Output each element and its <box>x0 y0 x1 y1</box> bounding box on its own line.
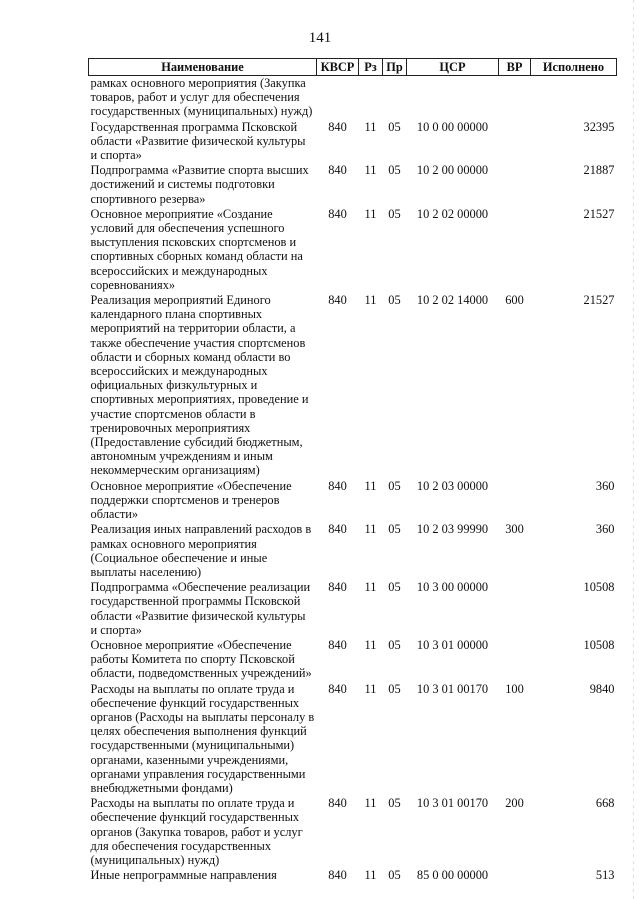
table-row <box>89 580 617 638</box>
cell-pr: 05 <box>388 522 401 537</box>
header-pr: Пр <box>383 59 407 76</box>
cell-csr: 85 0 00 00000 <box>416 868 489 883</box>
cell-kvsr: 840 <box>328 522 347 537</box>
cell-pr: 05 <box>388 796 401 811</box>
cell-pr: 05 <box>388 163 401 178</box>
cell-vr <box>499 163 531 207</box>
cell-rz: 11 <box>364 868 377 883</box>
cell-kvsr: 840 <box>328 163 347 178</box>
cell-kvsr: 840 <box>328 119 347 134</box>
cell-name: Государственная программа Псковской области «Развитие физической культуры и спорта» <box>90 119 306 163</box>
page-number: 141 <box>308 30 332 46</box>
cell-rz: 11 <box>364 206 377 221</box>
cell-rz <box>359 76 383 120</box>
table-row <box>89 479 617 523</box>
cell-vr <box>499 76 531 120</box>
cell-csr: 10 2 00 00000 <box>416 163 489 178</box>
cell-rz: 11 <box>364 580 377 595</box>
cell-kvsr: 840 <box>328 293 347 308</box>
cell-amount: 21527 <box>583 206 615 221</box>
cell-pr: 05 <box>388 293 401 308</box>
cell-rz: 11 <box>364 119 377 134</box>
cell-pr: 05 <box>388 868 401 883</box>
cell-amount: 10508 <box>583 637 615 652</box>
table-row <box>89 120 617 164</box>
cell-csr <box>407 76 499 120</box>
cell-name: Основное мероприятие «Обеспечение поддержки спортсменов и тренеров области» <box>90 478 292 522</box>
cell-vr <box>499 580 531 638</box>
cell-vr: 100 <box>505 681 524 696</box>
cell-rz: 11 <box>364 293 377 308</box>
table-body <box>89 76 617 884</box>
cell-kvsr: 840 <box>328 868 347 883</box>
cell-name: Иные непрограммные направления <box>90 868 277 883</box>
header-vr: ВР <box>499 59 531 76</box>
cell-csr: 10 3 00 00000 <box>416 580 489 595</box>
cell-amount: 21527 <box>583 293 615 308</box>
cell-name: Подпрограмма «Обеспечение реализации государственной программы Псковской области «Развитие физической культуры и спорта» <box>90 580 311 637</box>
table-row <box>89 638 617 682</box>
cell-vr <box>499 120 531 164</box>
cell-rz: 11 <box>364 796 377 811</box>
cell-kvsr <box>317 76 359 120</box>
cell-vr: 600 <box>505 293 524 308</box>
table-header-row <box>89 59 617 76</box>
cell-csr: 10 2 03 99990 <box>416 522 489 537</box>
cell-amount: 668 <box>595 796 615 811</box>
cell-vr <box>499 638 531 682</box>
cell-name: Реализация мероприятий Единого календарного плана спортивных мероприятий на территории области, а также обеспечение участия спортсменов области и сборных команд области во всероссийских и международных официальных физкультурных и спортивных мероприятиях, проведение и участие спортсменов области в тренировочных мероприятиях (Предоставление субсидий бюджетным, автономным учреждениям и иным некоммерческим организациям) <box>90 293 309 478</box>
cell-csr: 10 0 00 00000 <box>416 119 489 134</box>
header-csr: ЦСР <box>407 59 499 76</box>
table-row <box>89 868 617 883</box>
cell-amount <box>531 76 617 120</box>
table-row <box>89 293 617 479</box>
cell-amount: 10508 <box>583 580 615 595</box>
scan-edge-artifact <box>633 0 634 899</box>
table-row <box>89 522 617 580</box>
table-row <box>89 76 617 120</box>
cell-name: рамках основного мероприятия (Закупка товаров, работ и услуг для обеспечения государственных (муниципальных) нужд) <box>90 76 313 119</box>
table-row <box>89 163 617 207</box>
cell-name: Основное мероприятие «Обеспечение работы Комитета по спорту Псковской области, подведомственных учреждений» <box>90 637 312 681</box>
cell-vr: 300 <box>505 522 524 537</box>
cell-rz: 11 <box>364 681 377 696</box>
cell-amount: 9840 <box>589 681 615 696</box>
cell-amount: 513 <box>595 868 615 883</box>
cell-kvsr: 840 <box>328 478 347 493</box>
cell-pr: 05 <box>388 580 401 595</box>
cell-kvsr: 840 <box>328 796 347 811</box>
cell-pr: 05 <box>388 478 401 493</box>
cell-amount: 32395 <box>583 119 615 134</box>
cell-name: Реализация иных направлений расходов в рамках основного мероприятия (Социальное обеспечение и иные выплаты населению) <box>90 522 312 579</box>
cell-pr: 05 <box>388 206 401 221</box>
header-amount: Исполнено <box>531 59 617 76</box>
cell-amount: 360 <box>595 478 615 493</box>
cell-kvsr: 840 <box>328 580 347 595</box>
table-row <box>89 207 617 293</box>
table-row <box>89 682 617 797</box>
cell-kvsr: 840 <box>328 206 347 221</box>
cell-name: Расходы на выплаты по оплате труда и обеспечение функций государственных органов (Расходы на выплаты персоналу в целях обеспечения выполнения функций государственными (муниципальными) органами, казенными учреждениями, органами управления государственными внебюджетными фондами) <box>90 681 315 795</box>
cell-vr <box>499 479 531 523</box>
cell-csr: 10 3 01 00170 <box>416 796 489 811</box>
cell-pr: 05 <box>388 119 401 134</box>
cell-rz: 11 <box>364 478 377 493</box>
cell-csr: 10 2 02 00000 <box>416 206 489 221</box>
cell-pr: 05 <box>388 637 401 652</box>
cell-name: Основное мероприятие «Создание условий для обеспечения успешного выступления псковских спортсменов и спортивных сборных команд области на всероссийских и международных соревнованиях» <box>90 206 303 292</box>
cell-kvsr: 840 <box>328 681 347 696</box>
cell-csr: 10 3 01 00000 <box>416 637 489 652</box>
header-kvsr: КВСР <box>317 59 359 76</box>
cell-vr: 200 <box>505 796 524 811</box>
cell-vr <box>499 868 531 883</box>
cell-rz: 11 <box>364 163 377 178</box>
cell-pr: 05 <box>388 681 401 696</box>
cell-vr <box>499 207 531 293</box>
table-row <box>89 796 617 868</box>
cell-kvsr: 840 <box>328 637 347 652</box>
cell-csr: 10 2 03 00000 <box>416 478 489 493</box>
header-name: Наименование <box>89 59 317 76</box>
cell-amount: 21887 <box>583 163 615 178</box>
cell-name: Подпрограмма «Развитие спорта высших достижений и системы подготовки спортивного резерва» <box>90 163 309 206</box>
cell-csr: 10 3 01 00170 <box>416 681 489 696</box>
cell-name: Расходы на выплаты по оплате труда и обеспечение функций государственных органов (Закупка товаров, работ и услуг для обеспечения государственных (муниципальных) нужд) <box>90 796 303 867</box>
budget-execution-table <box>88 58 617 883</box>
cell-rz: 11 <box>364 522 377 537</box>
header-rz: Рз <box>359 59 383 76</box>
cell-rz: 11 <box>364 637 377 652</box>
cell-amount: 360 <box>595 522 615 537</box>
cell-pr <box>383 76 407 120</box>
cell-csr: 10 2 02 14000 <box>416 293 489 308</box>
